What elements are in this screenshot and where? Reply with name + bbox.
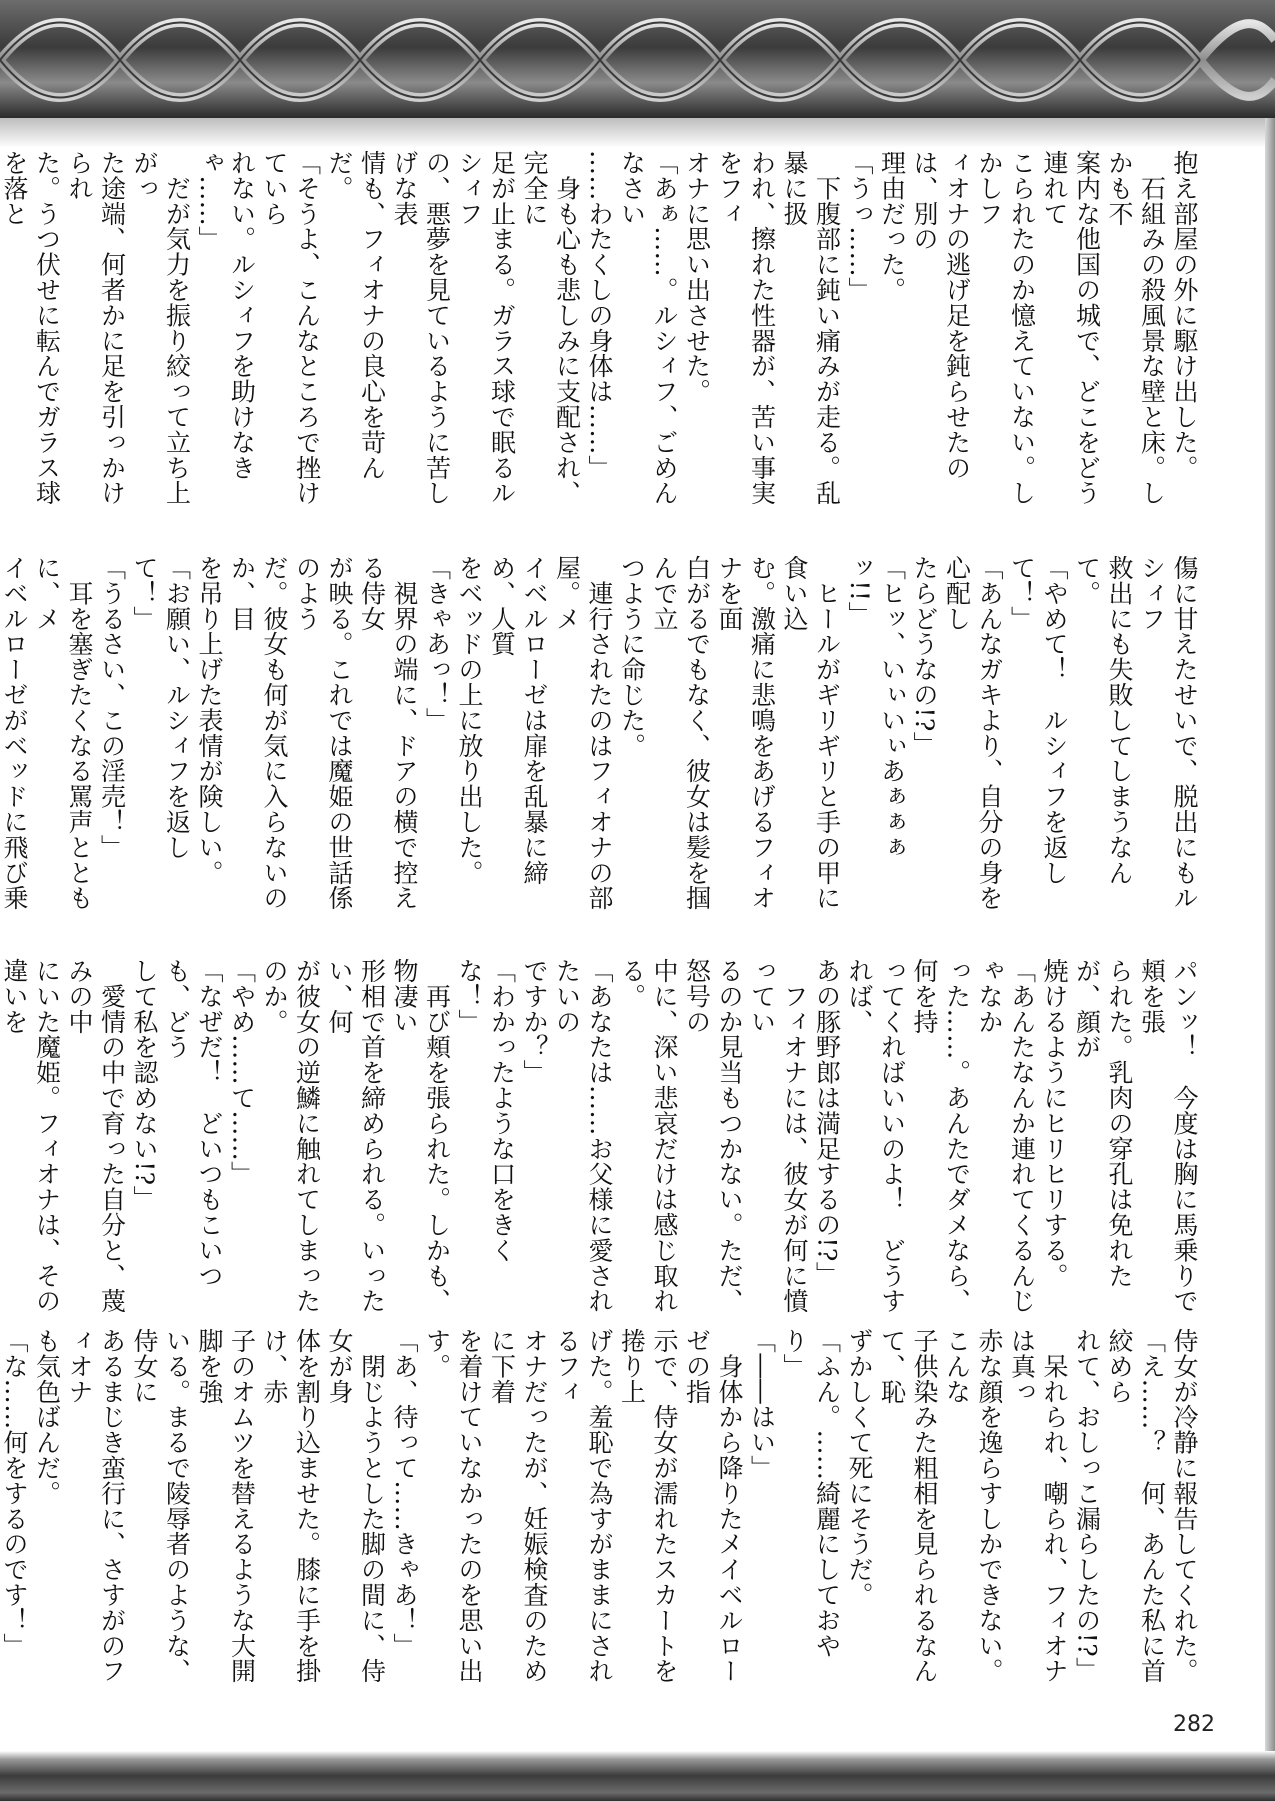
text-tier-3 [0,958,1200,1328]
knotwork-pattern-icon [0,0,1275,118]
text-tier-2 [0,555,1200,925]
tier-4-text: 侍女が冷静に報告してくれた。 「え……？ 何、あんた私に首絞めら れて、おしっこ漏らしたの!?」 呆れられ、嘲られ、フィオナは真っ 赤な顔を逸らすしかできない。こんな 子供染みた粗相を見られるなんて、恥 ずかしくて死にそうだ。 「ふん。……綺麗にしておやり」 「――はい」 身体から降りたメイベルローゼの指 示で、侍女が濡れたスカートを捲り上 げた。羞恥で為すがままにされるフィ オナだったが、妊娠検査のために下着 を着けていなかったのを思い出す。 「あ、待って……きゃあ！」 閉じようとした脚の間に、侍女が身 体を割り込ませた。膝に手を掛け、赤 子のオムツを替えるような大開脚を強 いる。まるで陵辱者のような、侍女に あるまじき蛮行に、さすがのフィオナ も気色ばんだ。 「な……何をするのです！」 [0,1328,1199,1684]
tier-1-text: 抱え部屋の外に駆け出した。 石組みの殺風景な壁と床。しかも不 案内な他国の城で、どこをどう連れて こられたのか憶えていない。しかしフ ィオナの逃げ足を鈍らせたのは、別の 理由だった。 「うっ……」 下腹部に鈍い痛みが走る。乱暴に扱 われ、擦れた性器が、苦い事実をフィ オナに思い出させた。 「あぁ……。ルシィフ、ごめんなさい ……わたくしの身体は……」 身も心も悲しみに支配され、完全に 足が止まる。ガラス球で眠るルシィフ の、悪夢を見ているように苦しげな表 情も、フィオナの良心を苛んだ。 「そうよ、こんなところで挫けていら れない。ルシィフを助けなきゃ……」 だが気力を振り絞って立ち上がっ た途端、何者かに足を引っかけられ た。うつ伏せに転んでガラス球を落と [0,150,1199,506]
tier-2-text: 傷に甘えたせいで、脱出にもルシィフ 救出にも失敗してしまうなんて。 「やめて！ ルシィフを返して！」 「あんなガキより、自分の身を心配し たらどうなの!?」 「ヒッ、いぃいぃあぁぁぁッ!!」 ヒールがギリギリと手の甲に食い込 む。激痛に悲鳴をあげるフィオナを面 白がるでもなく、彼女は髪を掴んで立 つように命じた。 連行されたのはフィオナの部屋。メ イベルローゼは扉を乱暴に締め、人質 をベッドの上に放り出した。 「きゃあっ！」 視界の端に、ドアの横で控える侍女 が映る。これでは魔姫の世話係のよう だ。彼女も何が気に入らないのか、目 を吊り上げた表情が険しい。 「お願い、ルシィフを返して！」 「うるさい、この淫売！」 耳を塞ぎたくなる罵声とともに、メ イベルローゼがベッドに飛び乗 [0,555,1199,911]
text-tier-1 [0,150,1200,520]
page-number: 282 [1173,1712,1215,1737]
footer-border [0,1759,1275,1801]
text-tier-4 [0,1328,1200,1698]
celtic-knot-header-border [0,0,1275,118]
tier-3-text: パンッ！ 今度は胸に馬乗りで頬を張 られた。乳肉の穿孔は免れたが、顔が 焼けるようにヒリヒリする。 「あんたなんか連れてくるんじゃなか った……。あんたでダメなら、何を持 ってくればいいのよ！ どうすれば、 あの豚野郎は満足するの!?」 フィオナには、彼女が何に憤ってい るのか見当もつかない。ただ、怒号の 中に、深い悲哀だけは感じ取れる。 「あなたは……お父様に愛されたいの ですか？」 「わかったような口をきくな！」 再び頬を張られた。しかも、物凄い 形相で首を締められる。いったい、何 が彼女の逆鱗に触れてしまったのか。 「やめ……て……」 「なぜだ！ どいつもこいつも、どう して私を認めない!?」 愛情の中で育った自分と、蔑みの中 にいた魔姫。フィオナは、その違いを [0,958,1199,1314]
header-shadow [0,118,1275,148]
right-edge-rail [1265,118,1275,1758]
